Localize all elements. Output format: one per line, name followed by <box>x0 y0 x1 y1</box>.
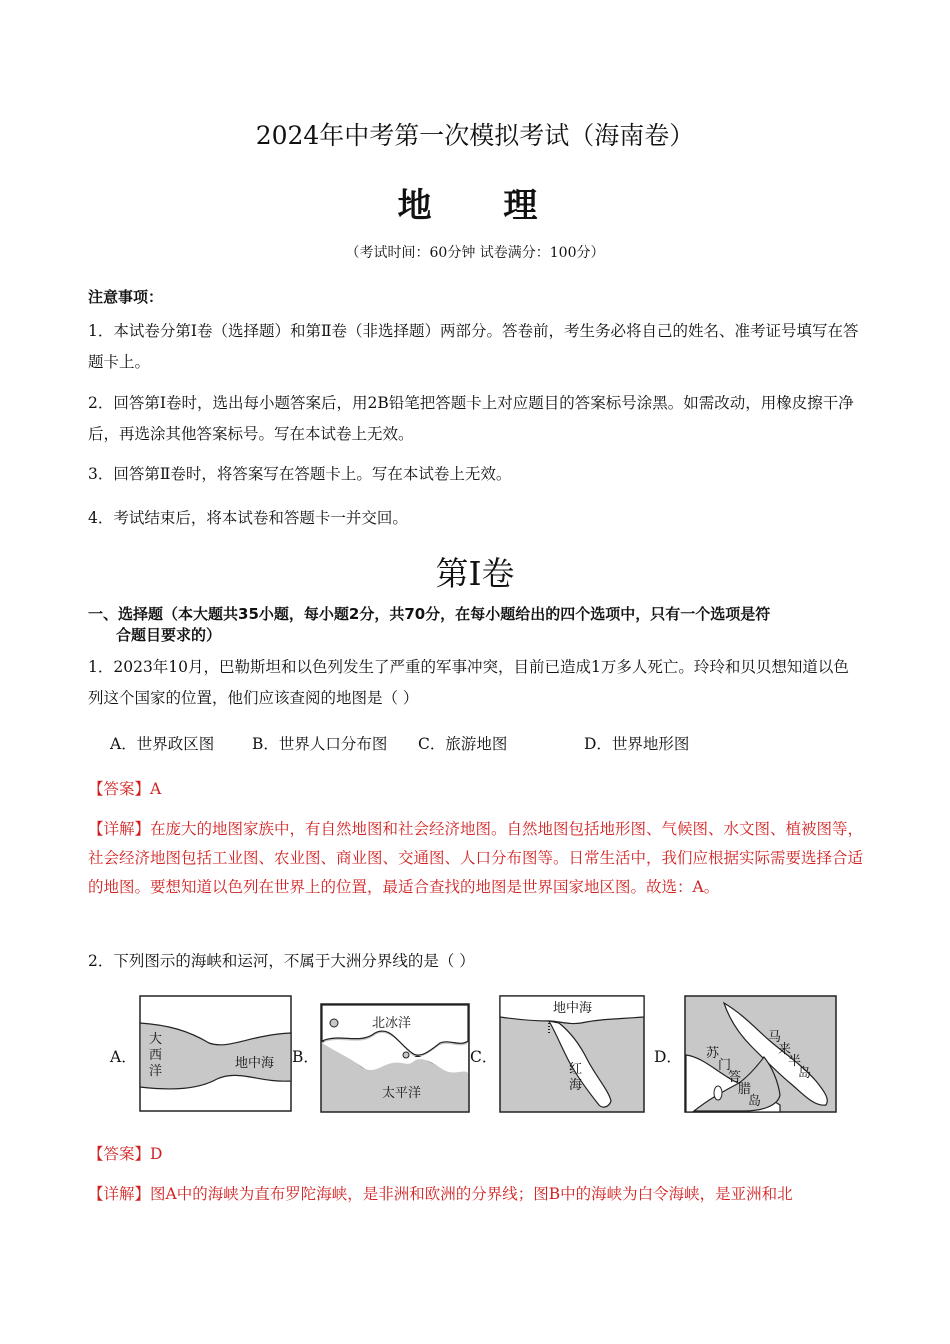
map-text: 门 <box>718 1058 732 1073</box>
figure-b-label: B． <box>292 1048 319 1066</box>
strait-map-a <box>139 995 292 1112</box>
notice-item: 1．本试卷分第Ⅰ卷（选择题）和第Ⅱ卷（非选择题）两部分。答卷前，考生务必将自己的姓名、准考证号填写在答题卡上。 <box>88 322 859 371</box>
question-2-stem: 2．下列图示的海峡和运河，不属于大洲分界线的是（ ） <box>88 952 475 970</box>
section-heading-line: 一、选择题（本大题共35小题，每小题2分，共70分，在每小题给出的四个选项中，只有一个选项是符 <box>88 605 771 623</box>
strait-map-d <box>684 995 837 1113</box>
map-text: 岛 <box>748 1094 762 1109</box>
map-text: 来 <box>778 1042 792 1057</box>
figure-c-label: C． <box>470 1048 498 1066</box>
map-text: 西 <box>149 1048 163 1063</box>
map-text: 岛 <box>798 1066 812 1081</box>
section-heading-line: 合题目要求的） <box>116 626 222 644</box>
section-title: 第Ⅰ卷 <box>435 554 515 593</box>
q1-explanation: 【详解】在庞大的地图家族中，有自然地图和社会经济地图。自然地图包括地形图、气候图、水文图、植被图等，社会经济地图包括工业图、农业图、商业图、交通图、人口分布图等。日常生活中，我们应根据实际需要选择合适的地图。要想知道以色列在世界上的位置，最适合查找的地图是世界国家地区图。故选：A。 <box>88 820 864 896</box>
section-heading <box>88 604 868 646</box>
map-text: 地中海 <box>235 1056 275 1071</box>
exam-info: （考试时间：60分钟 试卷满分：100分） <box>345 245 605 261</box>
figure-d-label: D． <box>654 1048 682 1066</box>
map-text: 马 <box>768 1030 782 1045</box>
question-1-stem: 1．2023年10月，巴勒斯坦和以色列发生了严重的军事冲突，目前已造成1万多人死亡。玲玲和贝贝想知道以色列这个国家的位置，他们应该查阅的地图是（ ） <box>88 658 849 707</box>
map-text: 半 <box>788 1054 802 1069</box>
q1-answer: 【答案】A <box>88 780 162 798</box>
map-text: 北冰洋 <box>372 1016 412 1031</box>
q2-explanation: 【详解】图A中的海峡为直布罗陀海峡，是非洲和欧洲的分界线；图B中的海峡为白令海峡，是亚洲和北 <box>88 1185 793 1203</box>
figure-a-label: A． <box>110 1048 137 1066</box>
map-text: 洋 <box>149 1064 163 1079</box>
map-text: 红 <box>569 1062 583 1077</box>
notice-item: 4．考试结束后，将本试卷和答题卡一并交回。 <box>88 509 408 527</box>
map-text: 海 <box>569 1078 583 1093</box>
strait-map-b <box>320 1003 470 1113</box>
exam-title: 2024年中考第一次模拟考试（海南卷） <box>255 121 695 150</box>
map-text: 太平洋 <box>382 1086 422 1101</box>
map-text: 腊 <box>738 1082 752 1097</box>
q1-option-a: A．世界政区图 <box>110 735 215 753</box>
map-text: 大 <box>149 1032 163 1047</box>
subject-title: 地 理 <box>397 186 568 226</box>
map-text: 苏 <box>706 1046 720 1061</box>
strait-map-c <box>499 995 645 1113</box>
notice-item: 2．回答第Ⅰ卷时，选出每小题答案后，用2B铅笔把答题卡上对应题目的答案标号涂黑。如需改动，用橡皮擦干净后，再选涂其他答案标号。写在本试卷上无效。 <box>88 394 854 443</box>
map-text: 答 <box>728 1070 742 1085</box>
notice-title: 注意事项： <box>88 288 164 306</box>
map-text: 地中海 <box>553 1001 593 1016</box>
q2-answer: 【答案】D <box>88 1145 163 1163</box>
notice-item: 3．回答第Ⅱ卷时，将答案写在答题卡上。写在本试卷上无效。 <box>88 465 512 483</box>
q1-option-d: D．世界地形图 <box>584 735 690 753</box>
q1-option-c: C．旅游地图 <box>418 735 508 753</box>
q1-option-b: B．世界人口分布图 <box>252 735 388 753</box>
